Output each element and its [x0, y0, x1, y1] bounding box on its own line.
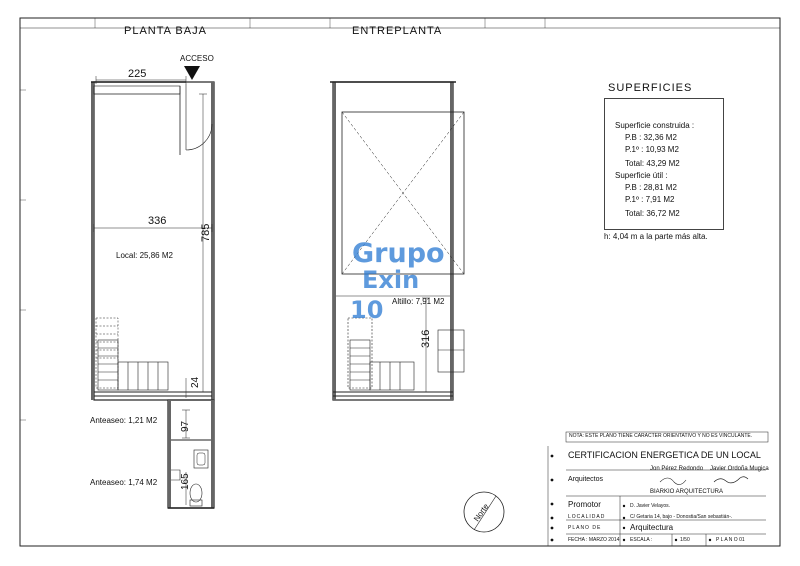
cartela-titulo: CERTIFICACION ENERGETICA DE UN LOCAL [568, 450, 761, 460]
watermark-line3: 10 [350, 296, 384, 324]
acceso-arrow [184, 66, 200, 80]
escala-label: ESCALA : [630, 537, 653, 543]
dimension-316: 316 [420, 329, 432, 348]
dimension-336: 336 [148, 215, 167, 227]
pb-construida: P.B : 32,36 M2 [625, 133, 677, 142]
room-local: Local: 25,86 M2 [116, 251, 173, 260]
room-anteaseo-1: Anteaseo: 1,21 M2 [90, 416, 158, 425]
acceso-label: ACCESO [180, 54, 214, 63]
total-util: Total: 36,72 M2 [625, 209, 680, 218]
superficies-box [604, 98, 724, 230]
dimension-785: 785 [200, 223, 212, 242]
arquitectos-label: Arquitectos [568, 476, 604, 483]
construida-label: Superficie construida : [615, 121, 695, 130]
dimension-225: 225 [128, 68, 147, 80]
entreplanta-title: ENTREPLANTA [352, 25, 443, 37]
plano-de-label: PLANO DE [568, 525, 602, 531]
plano-numero: P L A N O 01 [716, 537, 745, 543]
watermark-line1: Grupo [352, 238, 445, 269]
dimension-97: 97 [180, 420, 191, 432]
dimension-24: 24 [190, 376, 201, 388]
fecha: FECHA : MARZO 2014 [568, 537, 620, 543]
localidad-label: LOCALIDAD [568, 514, 606, 520]
localidad-value: C/ Getaria 14, bajo - Donostia/San sebastián-. [630, 514, 733, 520]
p1-construida: P.1º : 10,93 M2 [625, 145, 679, 154]
superficies-title: SUPERFICIES [608, 82, 693, 94]
watermark-line2: Exin [362, 266, 420, 294]
planta-baja-title: PLANTA BAJA [124, 25, 207, 37]
promotor-value: D. Javier Velayos. [630, 503, 671, 509]
promotor-label: Promotor [568, 500, 601, 509]
room-anteaseo-2: Anteaseo: 1,74 M2 [90, 478, 158, 487]
estudio: BIARKIO ARQUITECTURA [650, 489, 724, 495]
escala-value: 1/50 [680, 537, 690, 543]
dimension-165: 165 [180, 473, 191, 490]
p1-util: P.1º : 7,91 M2 [625, 195, 675, 204]
arquitecto-1: Jon Pérez Redondo [650, 466, 704, 472]
altura-note: h: 4,04 m a la parte más alta. [604, 232, 708, 241]
norte-label: Norte [472, 501, 491, 524]
planta-baja-plan [91, 76, 214, 508]
nota: NOTA: ESTE PLANO TIENE CARACTER ORIENTATIVO Y NO ES VINCULANTE. [569, 433, 753, 439]
arquitecto-2: Javier Ordoña Mugica [710, 466, 769, 472]
plano-de-value: Arquitectura [630, 523, 674, 532]
pb-util: P.B : 28,81 M2 [625, 183, 677, 192]
total-construida: Total: 43,29 M2 [625, 159, 680, 168]
util-label: Superficie útil : [615, 171, 668, 180]
room-altillo: Altillo: 7,91 M2 [392, 297, 445, 306]
